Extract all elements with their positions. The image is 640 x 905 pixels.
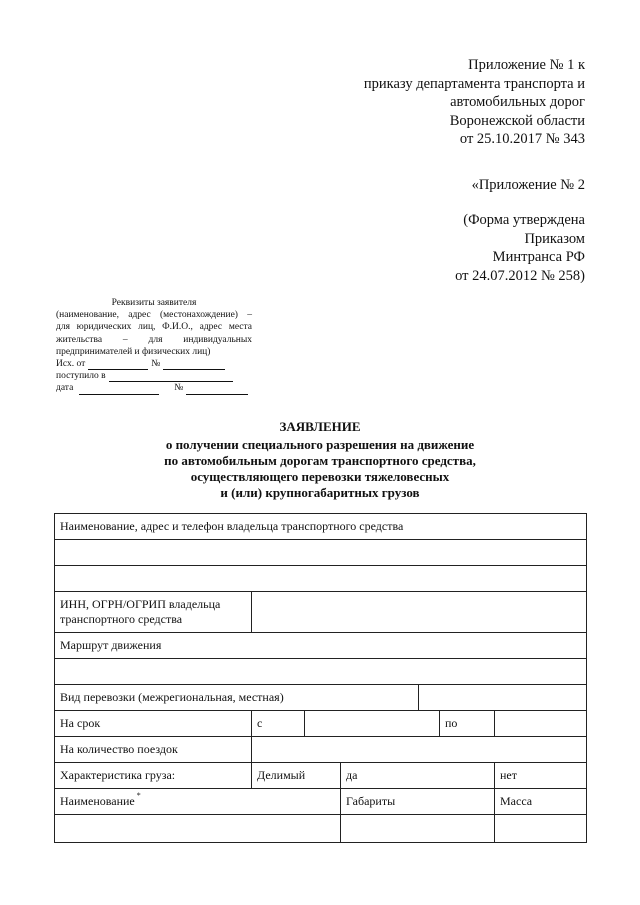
cargo-characteristic-label: Характеристика груза:: [55, 763, 252, 789]
requisites-line: для юридических лиц, Ф.И.О., адрес места: [56, 322, 252, 333]
table-row: [55, 685, 587, 711]
dimensions-field[interactable]: [341, 815, 495, 843]
requisites-heading: Реквизиты заявителя: [111, 298, 197, 308]
requisites-line: жительства – для индивидуальных: [56, 334, 252, 345]
header-line: Приложение № 1 к: [468, 57, 585, 73]
document-title: [0, 419, 640, 501]
requisites-line: (наименование, адрес (местонахождение) –: [56, 310, 252, 321]
table-row: [55, 737, 587, 763]
transport-type-label: Вид перевозки (межрегиональная, местная): [55, 685, 419, 711]
appendix-header: [285, 56, 585, 149]
owner-field-line-2[interactable]: [55, 566, 587, 592]
mass-header: Масса: [495, 789, 587, 815]
term-from-field[interactable]: [305, 711, 440, 737]
table-row: [55, 633, 587, 659]
divisible-no-option[interactable]: нет: [495, 763, 587, 789]
title-line: и (или) крупногабаритных грузов: [220, 485, 420, 500]
appendix-2-label: «Приложение № 2: [471, 177, 585, 193]
received-label: поступило в: [56, 371, 106, 382]
received-row: [56, 370, 252, 382]
table-row: [55, 514, 587, 540]
divisible-yes-option[interactable]: да: [341, 763, 495, 789]
table-row: [55, 763, 587, 789]
title-line: осуществляющего перевозки тяжеловесных: [190, 469, 450, 484]
divisible-label: Делимый: [252, 763, 341, 789]
route-label: Маршрут движения: [55, 633, 587, 659]
trips-label: На количество поездок: [55, 737, 252, 763]
owner-field-line-1[interactable]: [55, 540, 587, 566]
trips-field[interactable]: [252, 737, 587, 763]
table-row: [55, 566, 587, 592]
dimensions-header: Габариты: [341, 789, 495, 815]
header-line: приказу департамента транспорта и: [363, 75, 585, 92]
date-number-field[interactable]: [186, 384, 248, 395]
form-note-line: Приказом: [524, 230, 585, 247]
date-label: дата: [56, 383, 74, 394]
table-row: [55, 815, 587, 843]
date-row: [56, 382, 252, 394]
table-row: [55, 592, 587, 633]
term-label: На срок: [55, 711, 252, 737]
outgoing-number-label: №: [151, 359, 161, 370]
transport-type-field[interactable]: [419, 685, 587, 711]
form-note-line: Минтранса РФ: [492, 249, 585, 265]
header-line: Воронежской области: [449, 112, 585, 129]
form-approval-note: [285, 211, 585, 285]
term-from-label: с: [252, 711, 305, 737]
outgoing-number-field[interactable]: [163, 359, 225, 370]
table-row: [55, 540, 587, 566]
inn-field[interactable]: [252, 592, 587, 633]
table-row: [55, 711, 587, 737]
outgoing-date-label: Исх. от: [56, 359, 86, 370]
term-to-label: по: [440, 711, 495, 737]
owner-label: Наименование, адрес и телефон владельца транспортного средства: [55, 514, 587, 540]
form-note-line: (Форма утверждена: [463, 212, 585, 228]
date-number-label: №: [174, 383, 184, 394]
table-row: [55, 789, 587, 815]
form-note-line: от 24.07.2012 № 258): [455, 267, 585, 284]
title-line: о получении специального разрешения на движение: [165, 437, 475, 452]
footnote-marker: *: [136, 791, 141, 800]
date-field[interactable]: [79, 384, 159, 395]
header-line: от 25.10.2017 № 343: [459, 131, 585, 147]
applicant-requisites: [56, 297, 252, 395]
outgoing-date-field[interactable]: [88, 359, 148, 370]
table-row: [55, 659, 587, 685]
cargo-name-header: [55, 789, 341, 815]
title-main: ЗАЯВЛЕНИЕ: [279, 419, 361, 434]
term-to-field[interactable]: [495, 711, 587, 737]
route-field[interactable]: [55, 659, 587, 685]
inn-label: ИНН, ОГРН/ОГРИП владельца транспортного средства: [55, 592, 252, 633]
requisites-line: предпринимателей и физических лиц): [56, 346, 211, 357]
cargo-name-label: Наименование: [60, 794, 135, 808]
received-field[interactable]: [109, 371, 233, 382]
cargo-name-field[interactable]: [55, 815, 341, 843]
mass-field[interactable]: [495, 815, 587, 843]
application-form-table: [54, 513, 587, 843]
title-line: по автомобильным дорогам транспортного средства,: [164, 453, 476, 468]
outgoing-ref-row: [56, 358, 252, 370]
header-line: автомобильных дорог: [450, 94, 585, 110]
